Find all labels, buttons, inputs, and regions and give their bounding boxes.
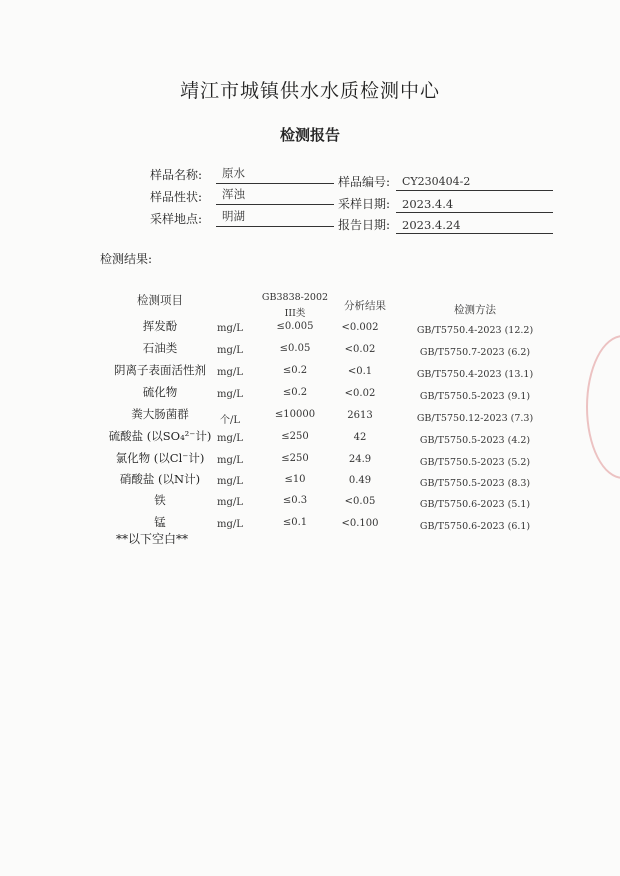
row-item: 石油类	[142, 341, 178, 355]
sample-date-value: 2023.4.4	[402, 197, 454, 211]
row-result: <0.05	[344, 496, 376, 507]
row-method: GB/T5750.5-2023 (4.2)	[419, 435, 531, 446]
row-method: GB/T5750.5-2023 (9.1)	[419, 391, 531, 402]
row-limit: ≤0.005	[276, 321, 314, 332]
row-result: 42	[353, 432, 367, 443]
sample-name-label: 样品名称:	[150, 168, 203, 182]
row-unit: mg/L	[217, 497, 243, 508]
row-result: 24.9	[348, 454, 372, 465]
row-result: <0.02	[344, 388, 376, 399]
sample-no-value: CY230404-2	[402, 175, 471, 188]
col-header-standard: GB3838-2002	[261, 292, 329, 303]
sample-prop-underline	[216, 204, 334, 205]
row-result: <0.1	[347, 366, 373, 377]
row-unit: mg/L	[217, 367, 243, 378]
org-title: 靖江市城镇供水水质检测中心	[179, 80, 440, 102]
row-unit: mg/L	[217, 476, 243, 487]
report-date-label: 报告日期:	[338, 218, 391, 232]
end-note: **以下空白**	[116, 532, 189, 546]
seal-stamp	[586, 335, 620, 479]
row-method: GB/T5750.12-2023 (7.3)	[416, 413, 534, 424]
row-result: 2613	[347, 410, 373, 421]
row-unit: mg/L	[217, 345, 243, 356]
col-header-item: 检测项目	[137, 293, 183, 307]
row-result: 0.49	[348, 475, 372, 486]
row-limit: ≤250	[281, 431, 309, 442]
row-item: 锰	[154, 515, 166, 529]
sample-place-label: 采样地点:	[150, 212, 203, 226]
row-unit: mg/L	[217, 455, 243, 466]
row-item: 粪大肠菌群	[131, 407, 189, 421]
row-item: 硫化物	[142, 385, 178, 399]
results-section-label: 检测结果:	[100, 252, 153, 266]
row-item: 铁	[154, 493, 166, 507]
row-item: 氯化物 (以Cl⁻计)	[115, 451, 205, 465]
row-unit: 个/L	[219, 415, 240, 426]
row-result: <0.02	[344, 344, 376, 355]
row-limit: ≤250	[281, 453, 309, 464]
row-method: GB/T5750.5-2023 (8.3)	[419, 478, 531, 489]
col-header-standard-class: III类	[284, 308, 306, 319]
row-item: 阴离子表面活性剂	[114, 363, 206, 377]
sample-no-underline	[396, 190, 553, 191]
row-method: GB/T5750.5-2023 (5.2)	[419, 457, 531, 468]
row-limit: ≤0.2	[282, 365, 308, 376]
report-date-underline	[396, 233, 553, 234]
row-method: GB/T5750.4-2023 (13.1)	[416, 369, 534, 380]
row-unit: mg/L	[217, 433, 243, 444]
row-limit: ≤0.3	[282, 495, 308, 506]
sample-place-value: 明湖	[222, 209, 245, 223]
row-unit: mg/L	[217, 389, 243, 400]
sample-place-underline	[216, 226, 334, 227]
row-limit: ≤0.2	[282, 387, 308, 398]
sample-date-label: 采样日期:	[338, 197, 391, 211]
report-date-value: 2023.4.24	[402, 218, 461, 232]
row-method: GB/T5750.6-2023 (5.1)	[419, 499, 531, 510]
sample-no-label: 样品编号:	[338, 175, 391, 189]
col-header-result: 分析结果	[344, 300, 386, 312]
row-method: GB/T5750.6-2023 (6.1)	[419, 521, 531, 532]
row-result: <0.100	[341, 518, 379, 529]
row-method: GB/T5750.7-2023 (6.2)	[419, 347, 531, 358]
row-limit: ≤10000	[274, 409, 316, 420]
row-unit: mg/L	[217, 519, 243, 530]
sample-name-underline	[216, 183, 334, 184]
sample-date-underline	[396, 212, 553, 213]
sample-prop-label: 样品性状:	[150, 190, 203, 204]
row-result: <0.002	[341, 322, 379, 333]
row-method: GB/T5750.4-2023 (12.2)	[416, 325, 534, 336]
sample-name-value: 原水	[222, 166, 245, 180]
sample-prop-value: 浑浊	[222, 187, 245, 201]
row-limit: ≤10	[284, 474, 306, 485]
col-header-method: 检测方法	[454, 304, 496, 316]
report-title: 检测报告	[279, 126, 340, 144]
row-item: 硝酸盐 (以N计)	[119, 472, 201, 486]
row-unit: mg/L	[217, 323, 243, 334]
row-item: 挥发酚	[142, 319, 178, 333]
row-limit: ≤0.1	[282, 517, 308, 528]
row-item: 硫酸盐 (以SO₄²⁻计)	[108, 429, 212, 443]
row-limit: ≤0.05	[279, 343, 311, 354]
